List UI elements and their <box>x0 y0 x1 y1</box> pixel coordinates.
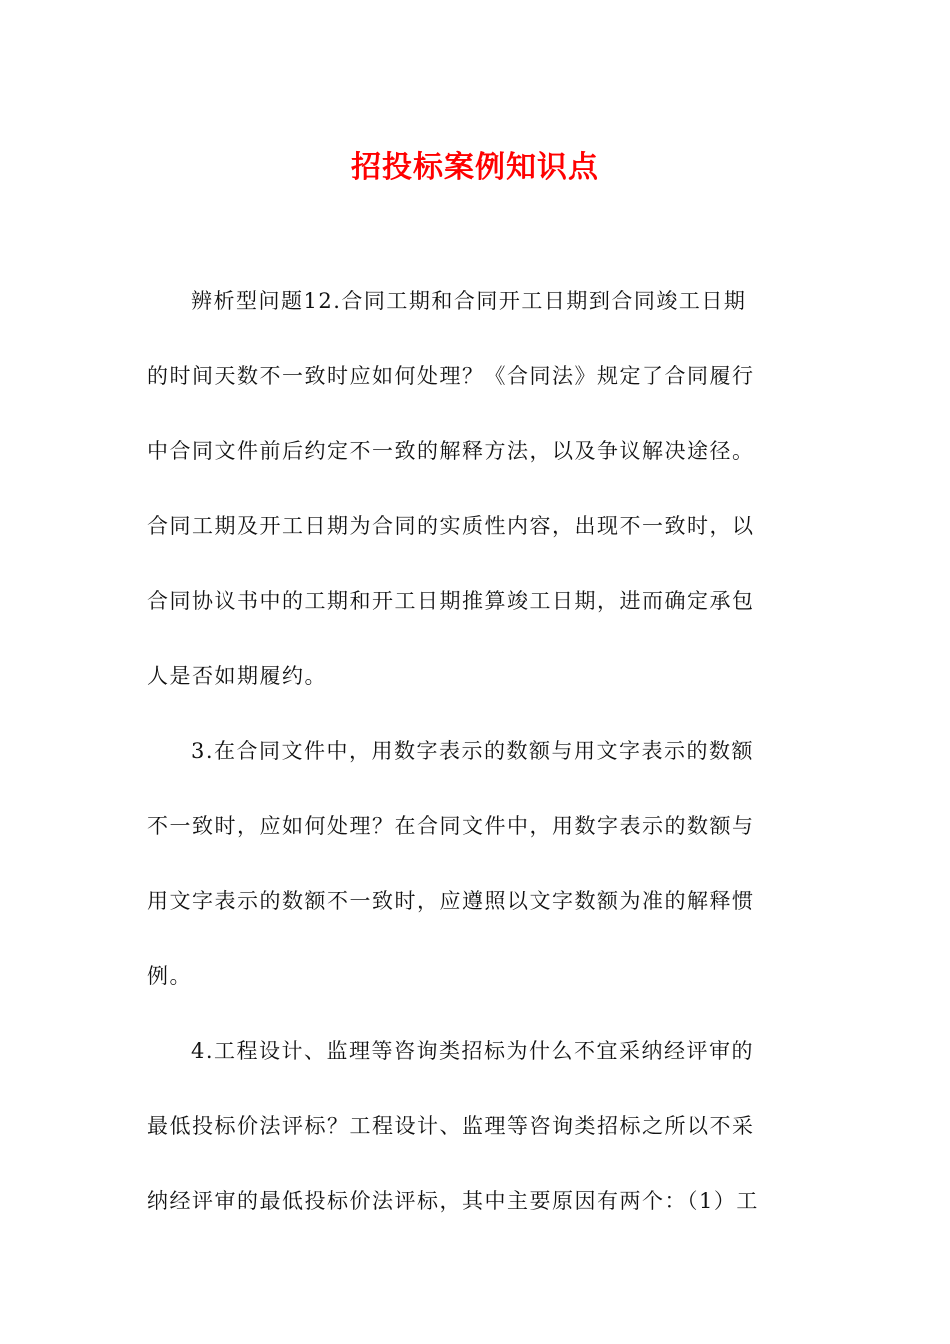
paragraph-1-line-4: 合同工期及开工日期为合同的实质性内容，出现不一致时，以 <box>147 514 755 538</box>
paragraph-3-line-1: 4.工程设计、监理等咨询类招标为什么不宜采纳经评审的 <box>191 1039 755 1063</box>
paragraph-1-line-1: 辨析型问题12.合同工期和合同开工日期到合同竣工日期 <box>191 289 747 313</box>
paragraph-2-line-2: 不一致时，应如何处理？在合同文件中，用数字表示的数额与 <box>147 814 755 838</box>
paragraph-2-line-3: 用文字表示的数额不一致时，应遵照以文字数额为准的解释惯 <box>147 889 755 913</box>
document-title: 招投标案例知识点 <box>351 150 599 185</box>
paragraph-3-line-3: 纳经评审的最低投标价法评标，其中主要原因有两个：（1）工 <box>147 1189 759 1213</box>
paragraph-2-line-1: 3.在合同文件中，用数字表示的数额与用文字表示的数额 <box>191 739 755 763</box>
document-body <box>147 278 795 1253</box>
paragraph-1-line-5: 合同协议书中的工期和开工日期推算竣工日期，进而确定承包 <box>147 589 755 613</box>
paragraph-2-line-4: 例。 <box>147 964 192 988</box>
paragraph-1-line-2: 的时间天数不一致时应如何处理？《合同法》规定了合同履行 <box>147 364 755 388</box>
paragraph-1-line-6: 人是否如期履约。 <box>147 664 327 688</box>
paragraph-1-line-3: 中合同文件前后约定不一致的解释方法，以及争议解决途径。 <box>147 439 755 463</box>
paragraph-3-line-2: 最低投标价法评标？工程设计、监理等咨询类招标之所以不采 <box>147 1114 755 1138</box>
